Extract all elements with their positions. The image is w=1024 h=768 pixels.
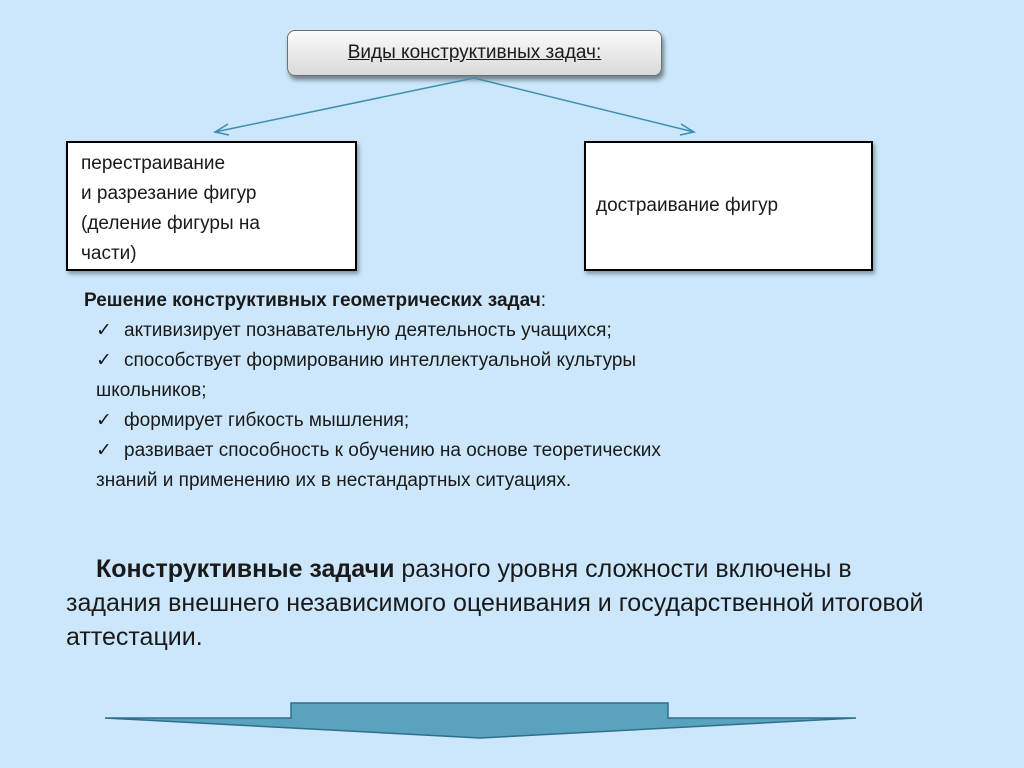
right-box-text: достраивание фигур — [596, 195, 779, 216]
check-icon: ✓ — [96, 320, 112, 341]
check-icon: ✓ — [96, 440, 112, 461]
solution-heading-bold: Решение конструктивных геометрических задач — [84, 290, 541, 311]
check-icon: ✓ — [96, 410, 112, 431]
summary-bold: Конструктивные задачи — [96, 555, 395, 583]
list-item-continuation: знаний и применению их в нестандартных ситуациях. — [96, 470, 572, 491]
summary-text: разного уровня сложности включены в задания внешнего независимого оценивания и государственной итоговой аттестации. — [66, 555, 924, 651]
left-box-line: части) — [81, 243, 137, 264]
left-box-line: перестраивание — [81, 153, 226, 174]
solution-heading-colon: : — [540, 290, 547, 311]
diagram-title: Виды конструктивных задач: — [347, 42, 602, 63]
list-item-text: активизирует познавательную деятельность учащихся; — [124, 320, 612, 341]
list-item-text: развивает способность к обучению на основе теоретических — [124, 440, 661, 461]
left-box-line: и разрезание фигур — [81, 183, 257, 204]
list-item-continuation: школьников; — [96, 380, 207, 401]
list-item-text: способствует формированию интеллектуальной культуры — [124, 350, 637, 371]
down-arrow-shape — [105, 703, 856, 738]
list-item-text: формирует гибкость мышления; — [124, 410, 410, 431]
check-icon: ✓ — [96, 350, 112, 371]
left-box-line: (деление фигуры на — [81, 213, 260, 234]
